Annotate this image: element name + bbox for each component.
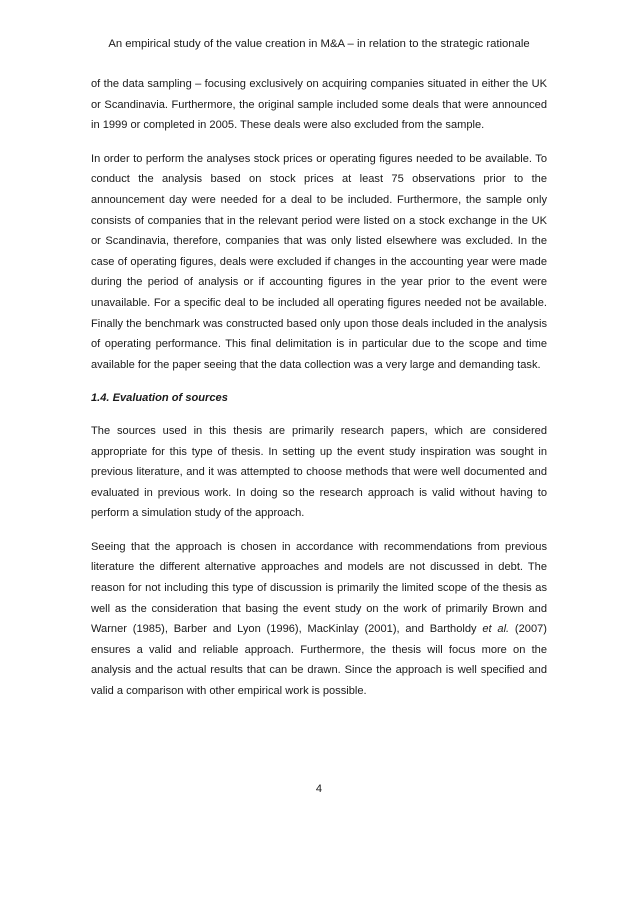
running-header: An empirical study of the value creation in M&A – in relation to the strategic rationale bbox=[108, 38, 530, 50]
et-al-italic: et al. bbox=[482, 623, 510, 636]
paragraph-approach-text-2: (2007) ensures a valid and reliable approach. Furthermore, the thesis will focus more on the analysis and the actual results that can be drawn. Since the approach is well specified and valid a comparison with other empirical work is possible. bbox=[91, 623, 547, 698]
body-text bbox=[91, 74, 547, 715]
page-number: 4 bbox=[315, 783, 323, 795]
paragraph-approach bbox=[91, 537, 547, 702]
paragraph-data-availability: In order to perform the analyses stock prices or operating figures needed to be available. To conduct the analysis based on stock prices at least 75 observations prior to the announcement day were needed for a deal to be included. Furthermore, the sample only consists of companies that in the relevant period were listed on a stock exchange in the UK or Scandinavia, therefore, companies that was only listed elsewhere was excluded. In the case of operating figures, deals were excluded if changes in the accounting year were made during the period of analysis or if accounting figures in the year prior to the event were unavailable. For a specific deal to be included all operating figures needed not be available. Finally the benchmark was constructed based only upon those deals included in the analysis of operating performance. This final delimitation is in particular due to the scope and time available for the paper seeing that the data collection was a very large and demanding task. bbox=[91, 152, 547, 371]
paragraph-approach-text-1: Seeing that the approach is chosen in accordance with recommendations from previous literature the different alternative approaches and models are not discussed in debt. The reason for not including this type of discussion is primarily the limited scope of the thesis as well as the consideration that basing the event study on the work of primarily Brown and Warner (1985), Barber and Lyon (1996), MacKinlay (2001), and Bartholdy bbox=[91, 540, 547, 636]
paragraph-sources: The sources used in this thesis are primarily research papers, which are considered appropriate for this type of thesis. In setting up the event study inspiration was sought in previous literature, and it was attempted to choose methods that were well documented and evaluated in previous work. In doing so the research approach is valid without having to perform a simulation study of the approach. bbox=[91, 424, 547, 520]
paragraph-data-sampling: of the data sampling – focusing exclusively on acquiring companies situated in either the UK or Scandinavia. Furthermore, the original sample included some deals that were announced in 1999 or completed in 2005. These deals were also excluded from the sample. bbox=[91, 78, 547, 132]
section-heading: 1.4. Evaluation of sources bbox=[91, 392, 228, 405]
